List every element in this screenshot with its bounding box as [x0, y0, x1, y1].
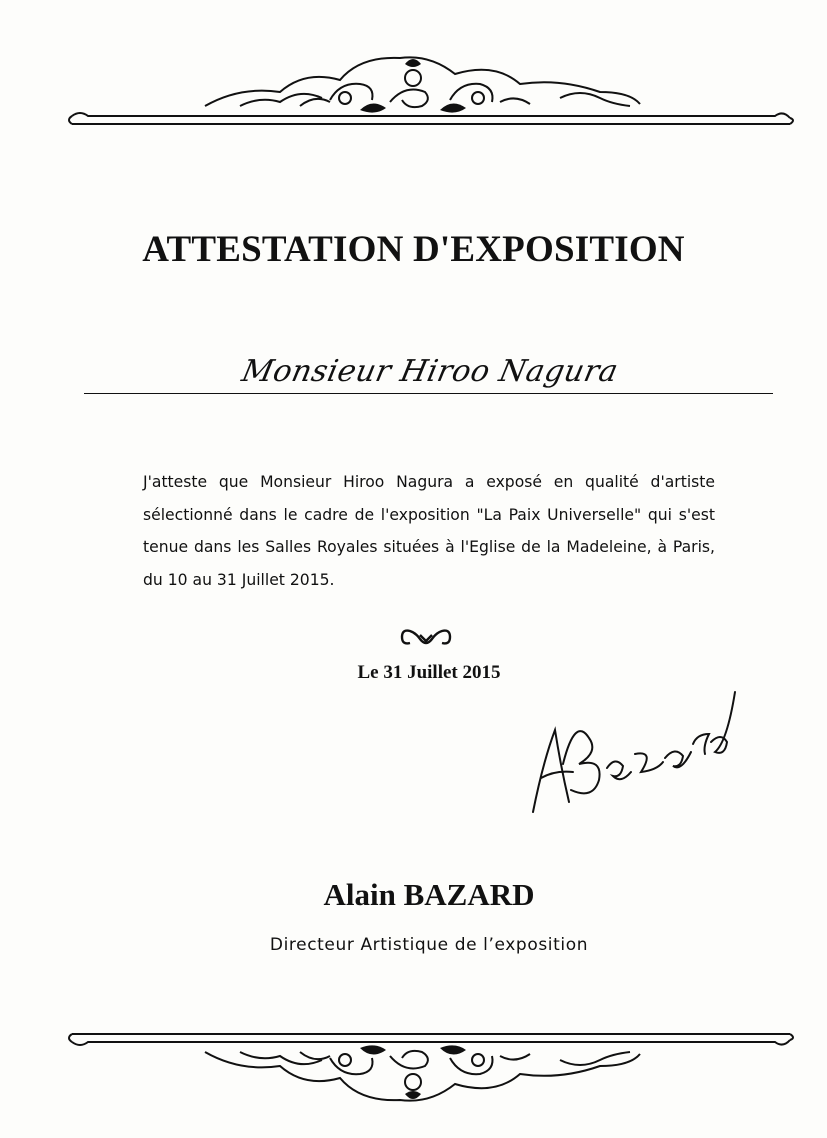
heart-flourish-icon [396, 625, 456, 649]
signer-name: Alain BAZARD [323, 877, 535, 912]
handwritten-signature [515, 672, 745, 832]
document-title: ATTESTATION D'EXPOSITION [142, 229, 685, 270]
top-scroll-ornament-icon [0, 40, 827, 140]
recipient-name: Monsieur Hiroo Nagura [238, 354, 622, 389]
signature-date: Le 31 Juillet 2015 [357, 662, 501, 683]
bottom-scroll-ornament-icon [0, 1010, 827, 1115]
attestation-body: J'atteste que Monsieur Hiroo Nagura a exposé en qualité d'artiste sélectionné dans le cadre de l'exposition "La Paix Universelle" qui s'est tenue dans les Salles Royales situées à l'Eglise de la Madeleine, à Paris, du 10 au 31 Juillet 2015. [143, 473, 715, 589]
signer-title: Directeur Artistique de l’exposition [269, 935, 589, 955]
recipient-underline [84, 393, 773, 394]
